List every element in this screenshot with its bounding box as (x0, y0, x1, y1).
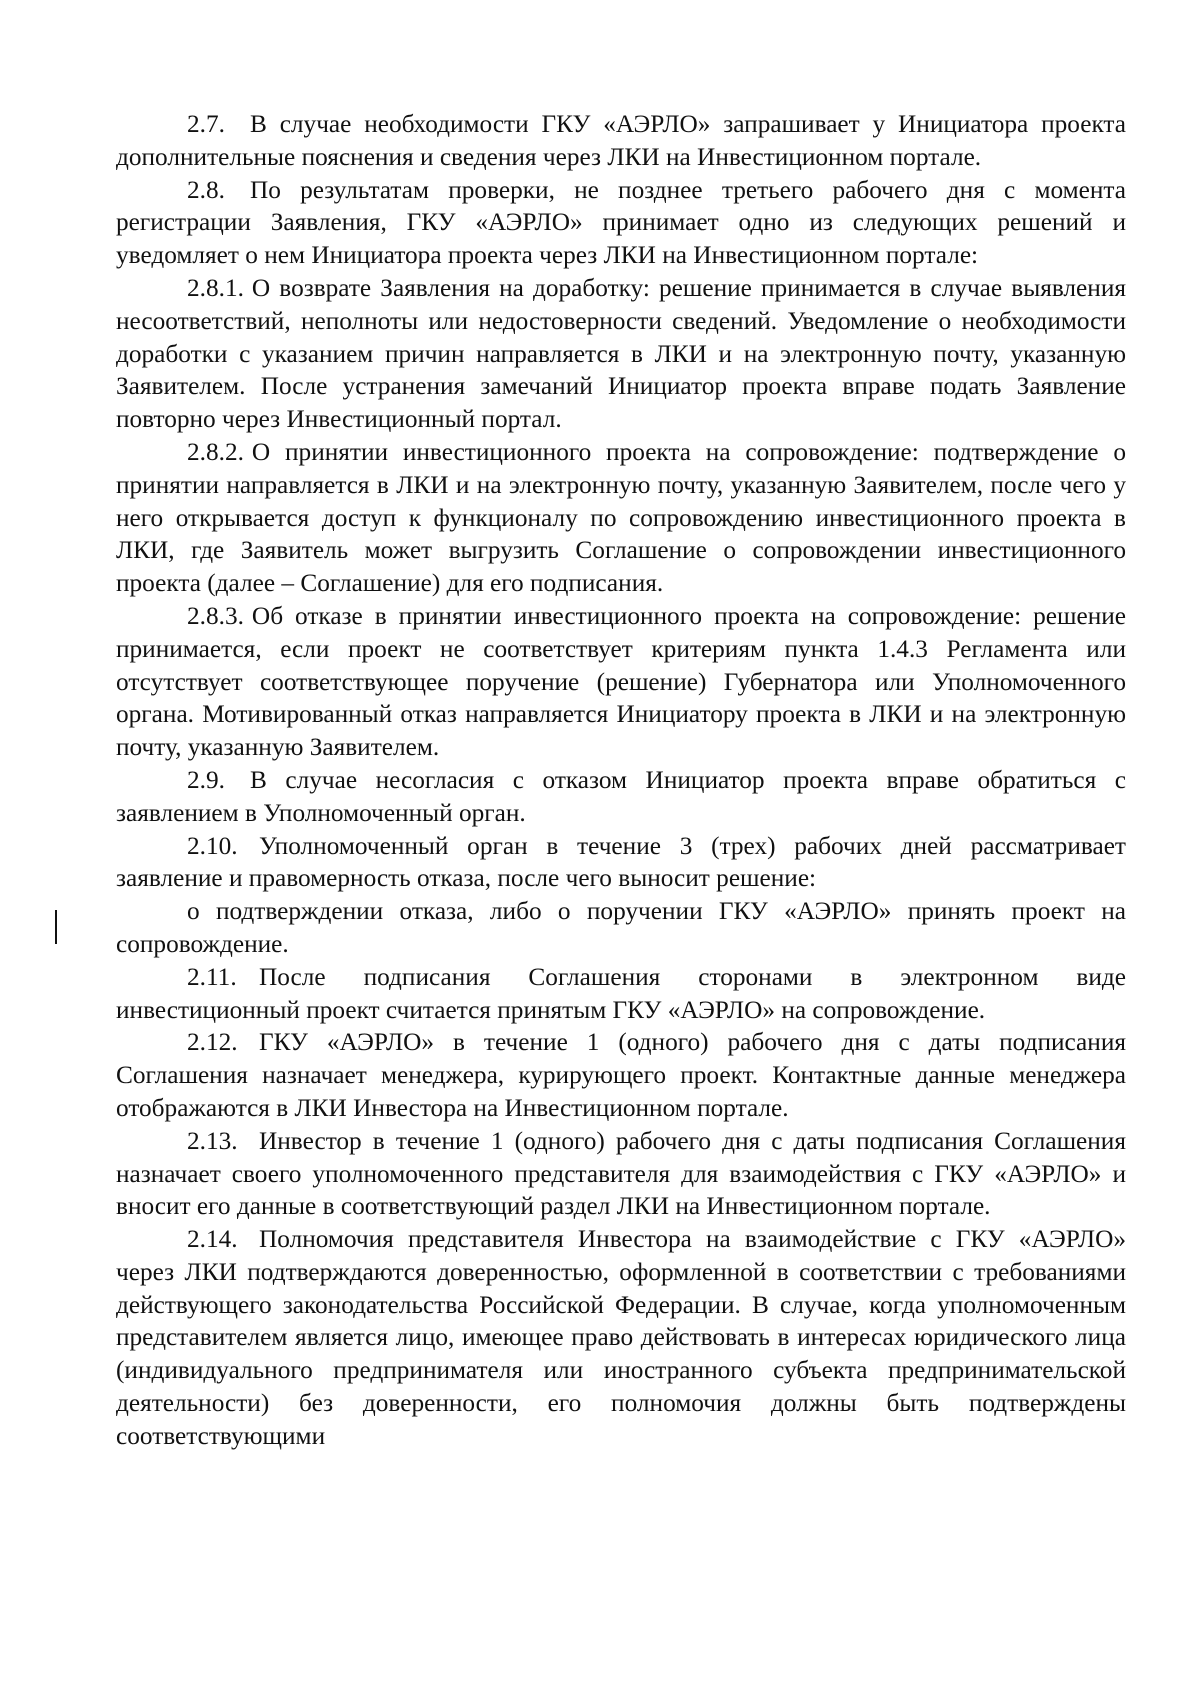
clause-number: 2.11. (187, 962, 237, 991)
clause-number: 2.7. (187, 110, 225, 138)
clause-number: 2.8.3. (187, 601, 244, 630)
clause-text: Уполномоченный орган в течение 3 (трех) рабочих дней рассматривает заявление и правомерность отказа, после чего выносит решение: (116, 831, 1126, 893)
paragraph-2-10 (116, 830, 1126, 896)
text-cursor (55, 910, 57, 944)
clause-text: В случае несогласия с отказом Инициатор проекта вправе обратиться с заявлением в Уполномоченный орган. (116, 765, 1126, 827)
clause-text: Полномочия представителя Инвестора на взаимодействие с ГКУ «АЭРЛО» через ЛКИ подтверждаются доверенностью, оформленной в соответствии с требованиями действующего законодательства Российской Федерации. В случае, когда уполномоченным представителем является лицо, имеющее право действовать в интересах юридического лица (индивидуального предпринимателя или иностранного субъекта предпринимательской деятельности) без доверенности, его полномочия должны быть подтверждены соответствующими (116, 1225, 1126, 1450)
paragraph-2-8-2 (116, 436, 1126, 600)
clause-number: 2.8.2. (187, 437, 244, 466)
clause-text: О возврате Заявления на доработку: решение принимается в случае выявления несоответствий, неполноты или недостоверности сведений. Уведомление о необходимости доработки с указанием причин направляется в ЛКИ и на электронную почту, указанную Заявителем. После устранения замечаний Инициатор проекта вправе подать Заявление повторно через Инвестиционный портал. (116, 273, 1126, 434)
paragraph-2-8-1 (116, 272, 1126, 436)
clause-text: О принятии инвестиционного проекта на сопровождение: подтверждение о принятии направляется в ЛКИ и на электронную почту, указанную Заявителем, после чего у него открывается доступ к функционалу по сопровождению инвестиционного проекта в ЛКИ, где Заявитель может выгрузить Соглашение о сопровождении инвестиционного проекта (далее – Соглашение) для его подписания. (116, 437, 1126, 598)
clause-number: 2.14. (187, 1225, 238, 1254)
clause-text: о подтверждении отказа, либо о поручении ГКУ «АЭРЛО» принять проект на сопровождение. (116, 897, 1126, 958)
clause-number: 2.8.1. (187, 273, 244, 302)
paragraph-2-10-continuation (116, 895, 1126, 961)
paragraph-2-9 (116, 764, 1126, 830)
clause-text: ГКУ «АЭРЛО» в течение 1 (одного) рабочего дня с даты подписания Соглашения назначает менеджера, курирующего проект. Контактные данные менеджера отображаются в ЛКИ Инвестора на Инвестиционном портале. (116, 1028, 1126, 1122)
paragraph-2-11 (116, 961, 1126, 1027)
clause-number: 2.10. (187, 831, 238, 860)
paragraph-2-8 (116, 174, 1126, 272)
clause-number: 2.13. (187, 1126, 238, 1155)
paragraph-2-7 (116, 108, 1126, 174)
clause-text: После подписания Соглашения сторонами в электронном виде инвестиционный проект считается принятым ГКУ «АЭРЛО» на сопровождение. (116, 962, 1126, 1024)
paragraph-2-8-3 (116, 600, 1126, 764)
paragraph-2-14 (116, 1223, 1126, 1453)
document-body (116, 108, 1126, 1453)
clause-number: 2.12. (187, 1028, 238, 1057)
paragraph-2-12 (116, 1026, 1126, 1124)
paragraph-2-13 (116, 1125, 1126, 1223)
clause-text: По результатам проверки, не позднее третьего рабочего дня с момента регистрации Заявления, ГКУ «АЭРЛО» принимает одно из следующих решений и уведомляет о нем Инициатора проекта через ЛКИ на Инвестиционном портале: (116, 175, 1126, 270)
clause-text: Об отказе в принятии инвестиционного проекта на сопровождение: решение принимается, если проект не соответствует критериям пункта 1.4.3 Регламента или отсутствует соответствующее поручение (решение) Губернатора или Уполномоченного органа. Мотивированный отказ направляется Инициатору проекта в ЛКИ и на электронную почту, указанную Заявителем. (116, 601, 1126, 762)
clause-text: В случае необходимости ГКУ «АЭРЛО» запрашивает у Инициатора проекта дополнительные пояснения и сведения через ЛКИ на Инвестиционном портале. (116, 110, 1126, 171)
clause-number: 2.9. (187, 765, 225, 794)
clause-text: Инвестор в течение 1 (одного) рабочего дня с даты подписания Соглашения назначает своего уполномоченного представителя для взаимодействия с ГКУ «АЭРЛО» и вносит его данные в соответствующий раздел ЛКИ на Инвестиционном портале. (116, 1126, 1126, 1221)
clause-number: 2.8. (187, 175, 225, 204)
